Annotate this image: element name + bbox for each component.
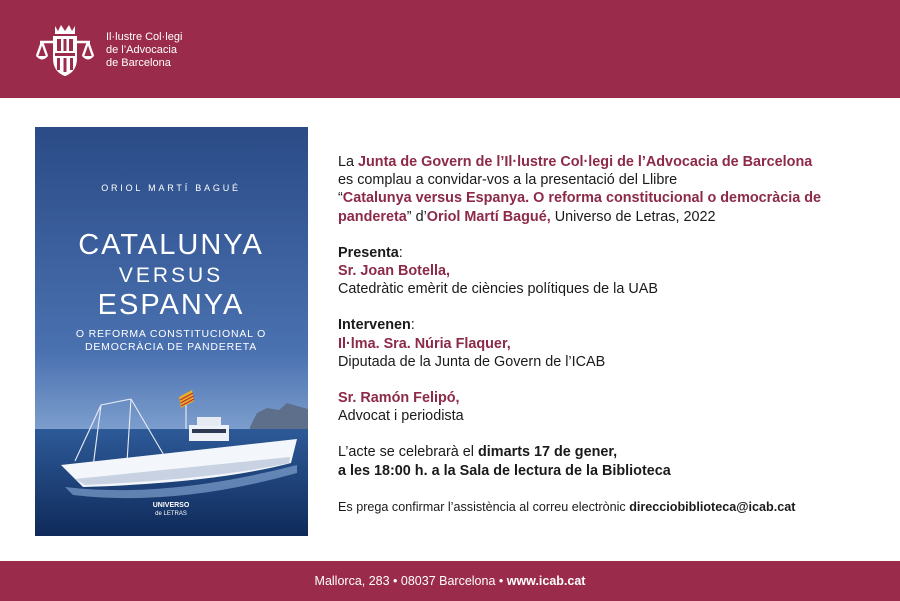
footer-address: Mallorca, 283 • 08037 Barcelona •	[314, 574, 507, 588]
event-time-place: a les 18:00 h. a la Sala de lectura de la Biblioteca	[338, 462, 671, 479]
author-name: Oriol Martí Bagué,	[426, 208, 551, 225]
intro-paragraph	[338, 153, 858, 226]
invitation-text	[338, 153, 858, 516]
presenter-section	[338, 244, 858, 299]
publisher-text: Universo de Letras, 2022	[550, 208, 716, 225]
intro-text: La	[338, 154, 359, 170]
quote-open: “	[338, 190, 343, 207]
host-name: Junta de Govern de l’Il·lustre Col·legi de l’Advocacia de Barcelona	[358, 154, 813, 170]
footer-website-link[interactable]: www.icab.cat	[506, 574, 586, 588]
cover-subtitle-line1: O REFORMA CONSTITUCIONAL O	[75, 328, 267, 340]
rsvp-line	[338, 498, 858, 516]
rsvp-email[interactable]: direcciobiblioteca@icab.cat	[629, 499, 796, 514]
presenter-name: Sr. Joan Botella,	[338, 263, 450, 280]
intervenen-label: Intervenen	[338, 317, 411, 334]
speaker2-role: Advocat i periodista	[338, 408, 464, 425]
cover-subtitle-line2: DEMOCRÀCIA DE PANDERETA	[84, 341, 258, 353]
presenta-colon: :	[398, 244, 403, 261]
presenter-role: Catedràtic emèrit de ciències polítiques de la UAB	[338, 281, 658, 298]
org-name-line2: de l’Advocacia	[106, 44, 177, 56]
speaker2-section	[338, 389, 858, 425]
book-title: Catalunya versus Espanya. O reforma constitucional o democràcia de pandereta	[338, 190, 822, 225]
icab-logo-icon	[34, 22, 96, 78]
book-cover	[35, 127, 308, 536]
cover-title-line2: VERSUS	[118, 264, 224, 287]
org-name-line1: Il·lustre Col·legi	[106, 31, 183, 43]
quote-close: ” d’	[406, 208, 427, 225]
rsvp-text: Es prega confirmar l’assistència al correu electrònic	[338, 499, 630, 514]
organization-name	[106, 31, 182, 70]
org-name-line3: de Barcelona	[106, 57, 171, 69]
speakers-section	[338, 316, 858, 371]
cover-author: ORIOL MARTÍ BAGUÉ	[101, 183, 241, 193]
cover-publisher-line2: de LETRAS	[155, 511, 187, 517]
speaker1-role: Diputada de la Junta de Govern de l’ICAB	[338, 353, 606, 370]
event-details	[338, 443, 858, 479]
intervenen-colon: :	[410, 317, 415, 334]
cover-publisher-line1: UNIVERSO	[152, 502, 190, 509]
event-date: dimarts 17 de gener,	[478, 444, 618, 461]
cover-title-line1: CATALUNYA	[78, 229, 264, 261]
presenta-label: Presenta	[338, 244, 399, 261]
footer-bar	[0, 561, 900, 601]
cover-title-line3: ESPANYA	[97, 289, 245, 321]
event-intro: L’acte se celebrarà el	[338, 444, 478, 461]
intro-text-2: es complau a convidar-vos a la presentació del Llibre	[338, 172, 678, 189]
speaker2-name: Sr. Ramón Felipó,	[338, 390, 460, 407]
header-bar	[0, 0, 900, 98]
speaker1-name: Il·lma. Sra. Núria Flaquer,	[338, 335, 511, 352]
